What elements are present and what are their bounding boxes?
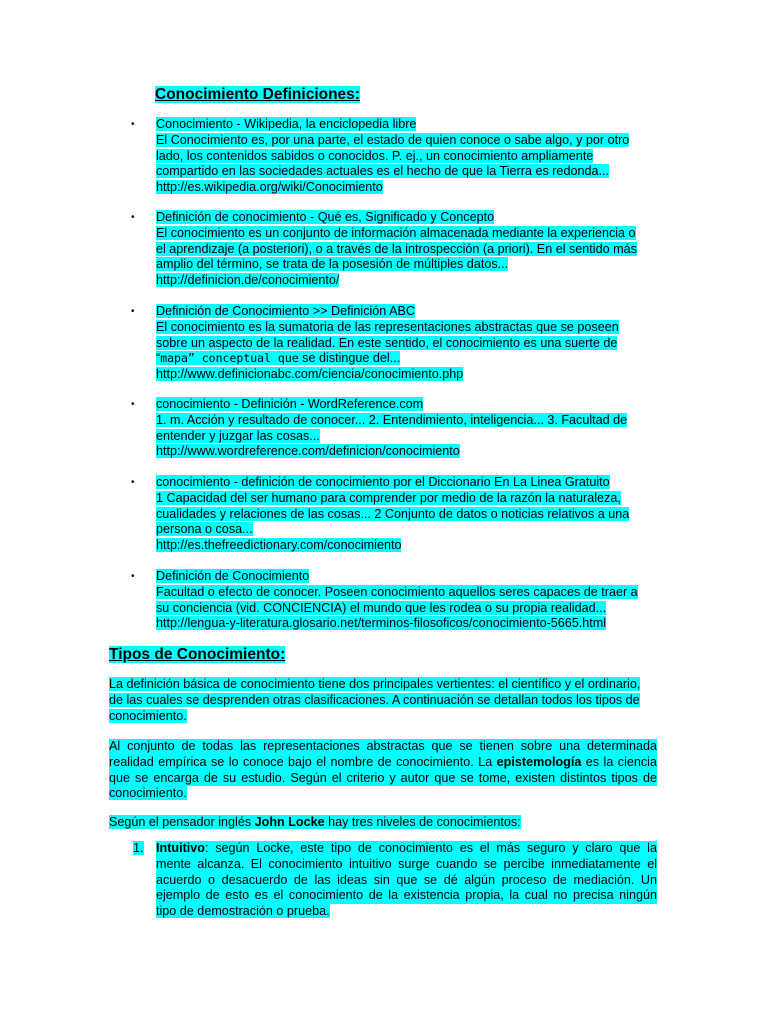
list-item xyxy=(131,569,656,632)
list-item xyxy=(131,397,656,460)
paragraph-locke: Según el pensador inglés John Locke hay tres niveles de conocimientos: xyxy=(109,815,521,829)
numbered-item-intuitivo: Intuitivo: según Locke, este tipo de conocimiento es el más seguro y claro que la mente alcanza. El conocimiento intuitivo surge cuando se percibe inmediatamente el acuerdo o desacuerdo de las ideas sin que se dé algún proceso de mediación. Un ejemplo de esto es el conocimiento de la existencia propia, la cual no precisa ningún tipo de demostración o prueba. xyxy=(156,841,657,919)
item-text: compartido en las sociedades actuales es el hecho de que la Tierra es redonda... xyxy=(156,164,609,179)
list-item xyxy=(131,210,656,289)
item-text: El Conocimiento es, por una parte, el estado de quien conoce o sabe algo, y por otro xyxy=(156,132,630,147)
item-url[interactable]: http://lengua-y-literatura.glosario.net/terminos-filosoficos/conocimiento-5665.html xyxy=(156,616,607,631)
item-text: lado, los contenidos sabidos o conocidos. P. ej., un conocimiento ampliamente xyxy=(156,148,594,163)
list-item xyxy=(131,304,656,383)
item-text: 1. m. Acción y resultado de conocer... 2. Entendimiento, inteligencia... 3. Facultad de xyxy=(156,412,628,427)
item-title: Conocimiento - Wikipedia, la enciclopedia libre xyxy=(156,117,417,131)
john-locke-term: John Locke xyxy=(254,815,325,829)
bullet: • xyxy=(131,571,135,582)
item-url[interactable]: http://www.wordreference.com/definicion/conocimiento xyxy=(156,444,460,459)
item-text: su conciencia (vid. CONCIENCIA) el mundo que les rodea o su propia realidad... xyxy=(156,600,607,615)
paragraph-definicion-basica: La definición básica de conocimiento tiene dos principales vertientes: el científico y el ordinario, de las cuales se desprenden otras clasificaciones. A continuación se detallan todos los tipos de conocimiento. xyxy=(109,677,641,723)
item-url[interactable]: http://definicion.de/conocimiento/ xyxy=(156,273,340,288)
list-number: 1. xyxy=(133,841,144,855)
paragraph-representaciones: Al conjunto de todas las representaciones abstractas que se tienen sobre una determinada realidad empírica se lo conoce bajo el nombre de conocimiento. La epistemología es la ciencia que se encarga de su estudio. Según el criterio y autor que se tome, existen distintos tipos de conocimiento. xyxy=(109,739,657,801)
intuitivo-term: Intuitivo xyxy=(156,841,205,855)
bullet: • xyxy=(131,399,135,410)
bullet: • xyxy=(131,212,135,223)
item-text: El conocimiento es la sumatoria de las representaciones abstractas que se poseen xyxy=(156,319,619,334)
item-url[interactable]: http://es.wikipedia.org/wiki/Conocimiento xyxy=(156,180,383,195)
item-text: “mapa” conceptual que se distingue del... xyxy=(156,351,401,366)
item-text: Facultad o efecto de conocer. Poseen conocimiento aquellos seres capaces de traer a xyxy=(156,584,638,599)
item-title: conocimiento - definición de conocimiento por el Diccionario En La Linea Gratuito xyxy=(156,475,610,489)
bullet: • xyxy=(131,119,135,130)
item-text: El conocimiento es un conjunto de información almacenada mediante la experiencia o xyxy=(156,225,636,240)
item-url[interactable]: http://www.definicionabc.com/ciencia/conocimiento.php xyxy=(156,367,464,382)
item-text: el aprendizaje (a posteriori), o a través de la introspección (a priori). En el sentido más xyxy=(156,241,637,256)
heading-definiciones: Conocimiento Definiciones: xyxy=(155,86,360,103)
list-item xyxy=(131,475,656,554)
epistemologia-term: epistemología xyxy=(496,754,582,769)
item-title: conocimiento - Definición - WordReference.com xyxy=(156,397,424,411)
item-text: persona o cosa... xyxy=(156,522,253,537)
list-item xyxy=(131,117,656,196)
item-text: sobre un aspecto de la realidad. En este sentido, el conocimiento es una suerte de xyxy=(156,335,618,350)
item-text: entender y juzgar las cosas... xyxy=(156,428,320,443)
item-url[interactable]: http://es.thefreedictionary.com/conocimiento xyxy=(156,538,402,553)
item-text: cualidades y relaciones de las cosas... 2 Conjunto de datos o noticias relativos a una xyxy=(156,506,630,521)
bullet: • xyxy=(131,306,135,317)
item-text: amplio del término, se trata de la posesión de múltiples datos... xyxy=(156,257,509,272)
item-title: Definición de conocimiento - Qué es, Significado y Concepto xyxy=(156,210,495,224)
item-title: Definición de Conocimiento xyxy=(156,569,310,583)
heading-tipos: Tipos de Conocimiento: xyxy=(109,646,286,663)
bullet: • xyxy=(131,477,135,488)
item-text: 1 Capacidad del ser humano para comprender por medio de la razón la naturaleza, xyxy=(156,490,621,505)
item-title: Definición de Conocimiento >> Definición ABC xyxy=(156,304,416,318)
